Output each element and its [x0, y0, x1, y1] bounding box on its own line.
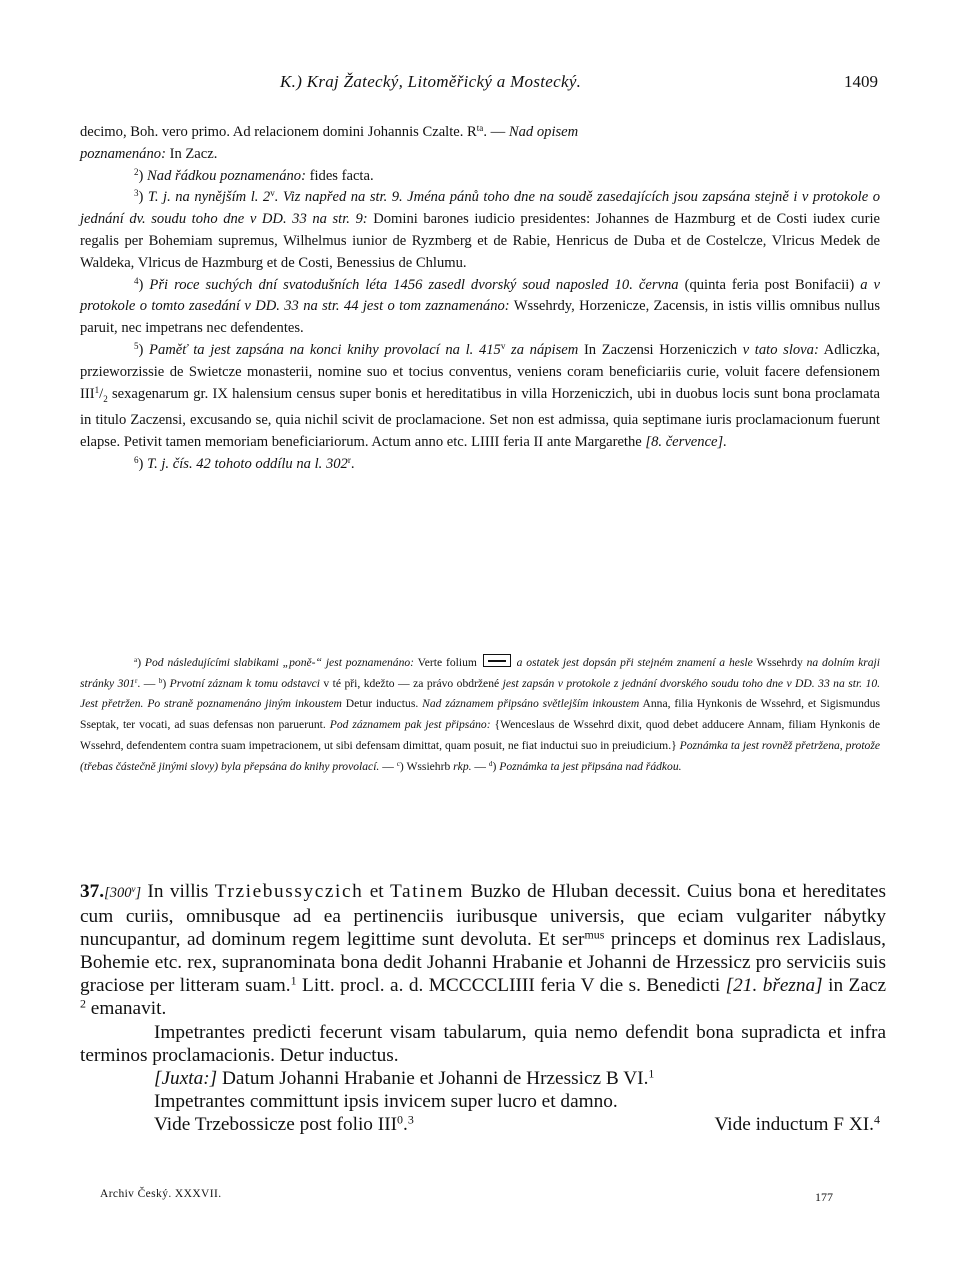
footer-page-number: 177 [815, 1190, 833, 1204]
footnote-5: $^5$) Paměť ta jest zapsána na konci knihy provolací na l. 415$^v$ za nápisem In Zaczensi Horzeniczich v tato slova: Adliczka, przieworzissie de Swietcze monasterii, nomine suo et tocius conventus, veniens coram beneficiariis curie, voluit facere defensionem $III^1/_2$ sexagenarum gr. IX halensium census super bonis et hereditatibus in villa Horzeniczich, ubi in duobus locis sunt bona proclamata in titulo Zaczensi, excusando se, quia nichil scivit de proclamacione. Set non est admissa, quia septimane iuris proclamacionum fuerunt elapse. Petivit tamen memoriam beneficiariorum. Actum anno etc. LIIII feria II ante Margarethe [8. července]. [80, 341, 880, 451]
entry-paragraph: Impetrantes predicti fecerunt visam tabularum, quia nemo defendit bona supradicta et infra terminos proclamacionis. Detur inductus. [80, 1021, 886, 1066]
critical-apparatus [80, 653, 880, 777]
entry-references [80, 1113, 886, 1136]
reference-left: Vide Trzebossicze post folio III$^0$.$^3$ [154, 1112, 414, 1135]
entry-37 [80, 880, 886, 1136]
entry-paragraph: 37.[300$^v$] In villis Trziebussyczich et Tatinem Buzko de Hluban decessit. Cuius bona et hereditates cum curiis, omnibusque ad ea pertinenciis iuribusque universis, que eciam vulgariter nábytky nuncupantur, ad dominum regem legittime sunt devoluta. Et ser$^{mus}$ princeps et dominus rex Ladislaus, Bohemie etc. rex, supranominata bona dedit Johanni Hrabanie et Johanni de Hrzessicz pro serviciis suis graciose per litteram suam.$^1$ Litt. procl. a. d. MCCCCLIIII feria V die s. Benedicti [21. března] in Zacz $^2$ emanavit. [80, 881, 886, 1020]
entry-number: 37. [80, 881, 105, 902]
apparatus-note: $^a$) Pod následujícími slabikami „poně-“ jest poznamenáno: Verte folium a ostatek jest dopsán při stejném znamení a hesle Wssehrdy na dolním kraji stránky 301$^r$. — $^b$) Prvotní záznam k tomu odstavci v té při, kdežto — za právo obdržené jest zapsán v protokole z jednání dvorského soudu toho dne v DD. 33 na str. 10. Jest přetržen. Po straně poznamenáno jiným inkoustem Detur inductus. Nad záznamem připsáno světlejším inkoustem Anna, filia Hynkonis de Wssehrd, et Sigismundus Sseptak, ter vocati, ad suas defensas non paruerunt. Pod záznamem pak jest připsáno: {Wenceslaus de Wssehrd dixit, quod debet adducere Annam, filiam Hynkonis de Wssehrd, defendentem contra suam impetracionem, ut sibi defensam dimittat, quam posuit, ne fiat inductui suo in preiudicium.} Poznámka ta jest rovněž přetržena, protože (třebas částečně jinými slovy) byla přepsána do knihy provolací. — $^c$) Wssiehrb rkp. — $^d$) Poznámka ta jest připsána nad řádkou. [80, 656, 881, 773]
footnote-3: $^3$) T. j. na nynějším l. 2$^v$. Viz napřed na str. 9. Jména pánů toho dne na soudě zasedajících jsou zapsána stejně i v protokole o jednání dv. soudu toho dne v DD. 33 na str. 9: Domini barones iudicio presidentes: Johannes de Hazmburg et de Costi iudex curie regalis per Bohemiam supremus, Wilhelmus iunior de Ryzmberg et de Rabie, Henricus de Duba et de Costelcze, Vlricus Medek de Waldeka, Vlricus de Hazmburg et de Costi, Benessius de Chlumu. [80, 188, 880, 271]
footnote-continuation: decimo, Boh. vero primo. Ad relacionem domini Johannis Czalte. $R^{ta}$. — Nad opisem poznamenáno: In Zacz. [80, 123, 579, 162]
footnote-4: $^4$) Při roce suchých dní svatodušních léta 1456 zasedl dvorský soud naposled 10. června (quinta feria post Bonifacii) a v protokole o tomto zasedání v DD. 33 na str. 44 jest o tom zaznamenáno: Wssehrdy, Horzenicze, Zacensis, in istis villis omnibus nullus paruit, nec impetrans nec defendentes. [80, 275, 880, 337]
reference-mark-icon [483, 654, 511, 667]
footnote-2: $^2$) Nad řádkou poznamenáno: fides facta. [134, 166, 374, 184]
folio-reference: [300$^v$] [104, 884, 142, 901]
footnotes-block [80, 122, 880, 476]
page-number: 1409 [844, 72, 878, 91]
reference-right: Vide inductum F XI.$^4$ [714, 1112, 880, 1135]
running-title: K.) Kraj Žatecký, Litoměřický a Mostecký. [280, 72, 582, 91]
footer-series: Archiv Český. XXXVII. [100, 1188, 222, 1200]
entry-paragraph: [Juxta:] Datum Johanni Hrabanie et Johanni de Hrzessicz B VI.$^1$ [154, 1066, 655, 1089]
footnote-6: $^6$) T. j. čís. 42 tohoto oddílu na l. 302$^r$. [134, 454, 355, 472]
entry-paragraph: Impetrantes committunt ipsis invicem super lucro et damno. [154, 1090, 618, 1112]
